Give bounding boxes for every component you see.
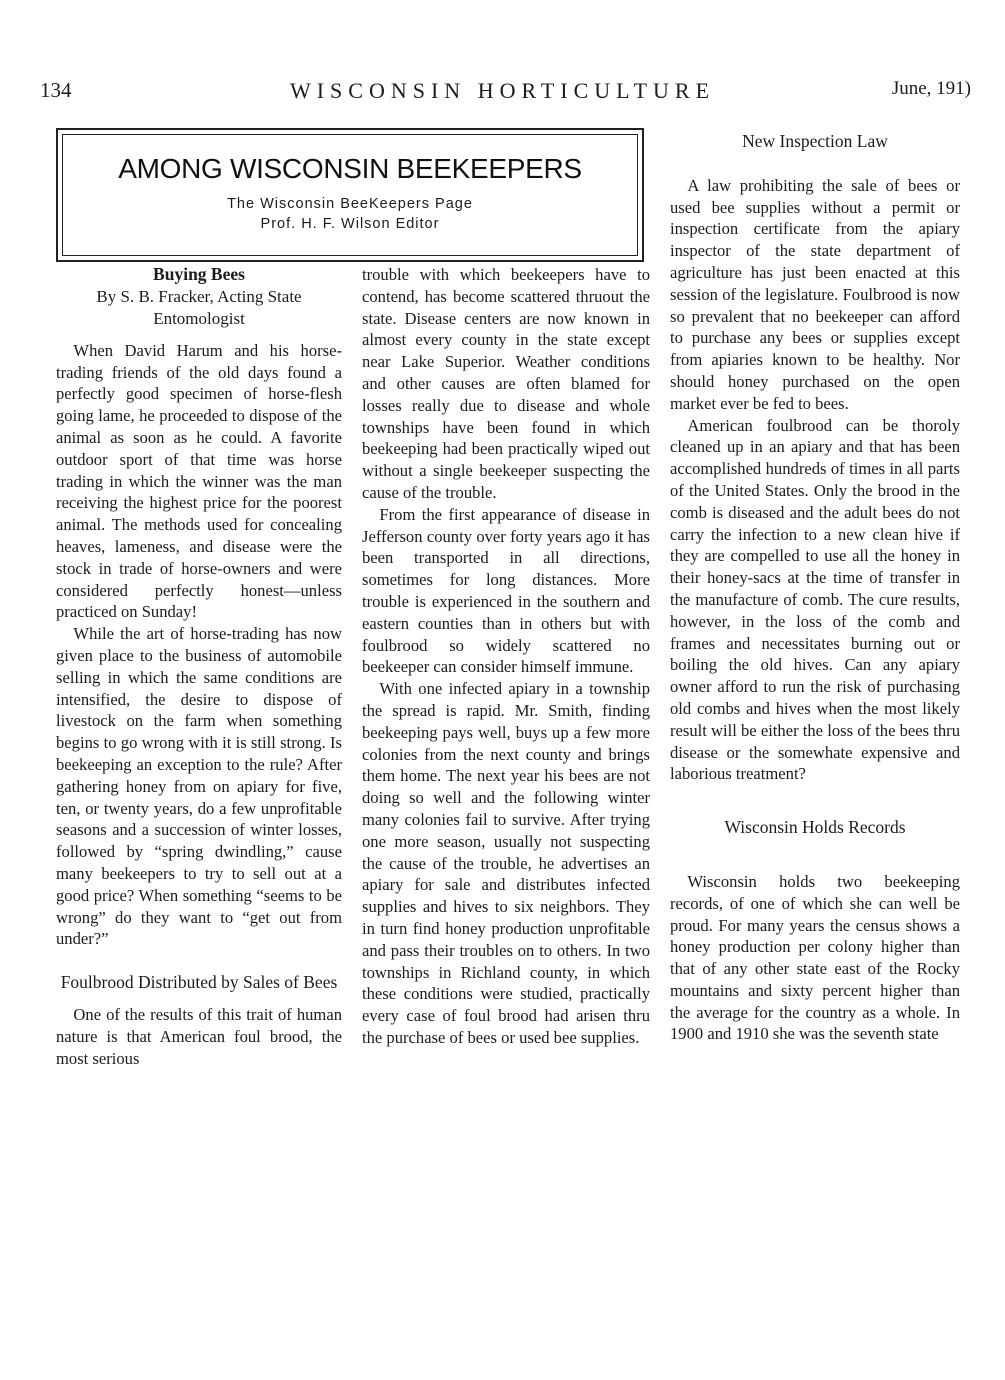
section-heading-new-inspection-law: New Inspection Law: [742, 131, 888, 151]
paragraph: American foulbrood can be thoroly cleaned up in an apiary and that has been accomplished hundreds of times in all parts of the United States. Only the brood in the comb is diseased and the adult bees do not carry the infection to a new clean hive if they are compelled to use all the honey in their honey-sacs at the time of transfer in the manufacture of comb. The cure results, however, in the loss of the comb and frames and necessitates burning out or boiling the old hives. Can any apiary owner afford to run the risk of purchasing old combs and hives when the most likely result will be either the loss of the bees thru disease or the somewhate expensive and laborious treatment?: [670, 415, 960, 784]
issue-date: June, 191): [891, 78, 971, 99]
page-number: 134: [40, 78, 72, 102]
paragraph: A law prohibiting the sale of bees or used bee supplies without a permit or inspection certificate from the apiary inspector of the state department of agriculture has just been enacted at this session of the legislature. Foulbrood is now so prevalent that no beekeeper can afford to purchase any bees or supplies except from apiaries known to be healthy. Nor should honey purchased on the open market ever be fed to bees.: [670, 175, 960, 413]
column-right: [670, 131, 960, 1045]
department-subtitle: The Wisconsin BeeKeepers Page: [227, 196, 473, 212]
paragraph: Wisconsin holds two beekeeping records, of one of which she can well be proud. For many years the census shows a honey production per colony higher than that of any other state east of the Rocky mountains and sixty percent higher than the average for the country as a whole. In 1900 and 1910 she was the seventh state: [670, 871, 960, 1044]
section-heading-wisconsin-holds-records: Wisconsin Holds Records: [724, 817, 906, 838]
article-byline: By S. B. Fracker, Acting State Entomologist: [96, 286, 302, 328]
column-left: [56, 264, 342, 1069]
paragraph: While the art of horse-trading has now given place to the business of automobile selling in which the same conditions are intensified, the desire to dispose of livestock on the farm when something begins to go wrong with it is still strong. Is beekeeping an exception to the rule? After gathering honey from on apiary for five, ten, or twenty years, do a few unprofitable seasons and a succession of winter losses, followed by “spring dwindling,” cause many beekeepers to try to sell out at a good price? When something “seems to be wrong” do they want to “get out from under?”: [56, 624, 342, 949]
department-title-box: [56, 128, 644, 262]
paragraph: trouble with which beekeepers have to contend, has become scattered thruout the state. Disease centers are now known in almost every county in the state except near Lake Superior. Weather conditions and other causes are often blamed for losses really due to disease and whole townships have been found in which beekeeping had been practically wiped out without a single beekeeper suspecting the cause of the trouble.: [362, 265, 650, 502]
article-heading-buying-bees: Buying Bees: [153, 264, 245, 284]
running-title: WISCONSIN HORTICULTURE: [289, 78, 716, 103]
column-middle: [362, 264, 650, 1049]
department-editor: Prof. H. F. Wilson Editor: [260, 216, 440, 232]
department-title: AMONG WISCONSIN BEEKEEPERS: [118, 153, 582, 184]
paragraph: When David Harum and his horse-trading friends of the old days found a perfectly good specimen of horse-flesh going lame, he proceeded to dispose of the animal as soon as he could. A favorite outdoor sport of that time was horse trading in which the winner was the man receiving the highest price for the poorest animal. The methods used for concealing heaves, lameness, and disease were the stock in trade of horse-owners and were considered perfectly honest—unless practiced on Sunday!: [56, 340, 342, 622]
paragraph: One of the results of this trait of human nature is that American foul brood, the most serious: [56, 1004, 342, 1068]
section-heading-foulbrood: Foulbrood Distributed by Sales of Bees: [60, 972, 338, 993]
paragraph: From the first appearance of disease in Jefferson county over forty years ago it has been transported in all directions, sometimes for long distances. More trouble is experienced in the southern and eastern counties than in others but with foulbrood so widely scattered no beekeeper can consider himself immune.: [362, 504, 650, 677]
department-title-box-inner: [62, 134, 638, 256]
paragraph: With one infected apiary in a township the spread is rapid. Mr. Smith, finding beekeeping pays well, buys up a few more colonies from the next county and brings them home. The next year his bees are not doing so well and the following winter many colonies fail to survive. After trying one more season, usually not suspecting the cause of the trouble, he advertises an apiary for sale and distributes infected supplies and hives to six neighbors. They in turn find honey production unprofitable and pass their troubles on to others. In two townships in Richland county, in which these conditions were studied, practically every case of foul brood had arisen thru the purchase of bees or used bee supplies.: [362, 679, 650, 1047]
